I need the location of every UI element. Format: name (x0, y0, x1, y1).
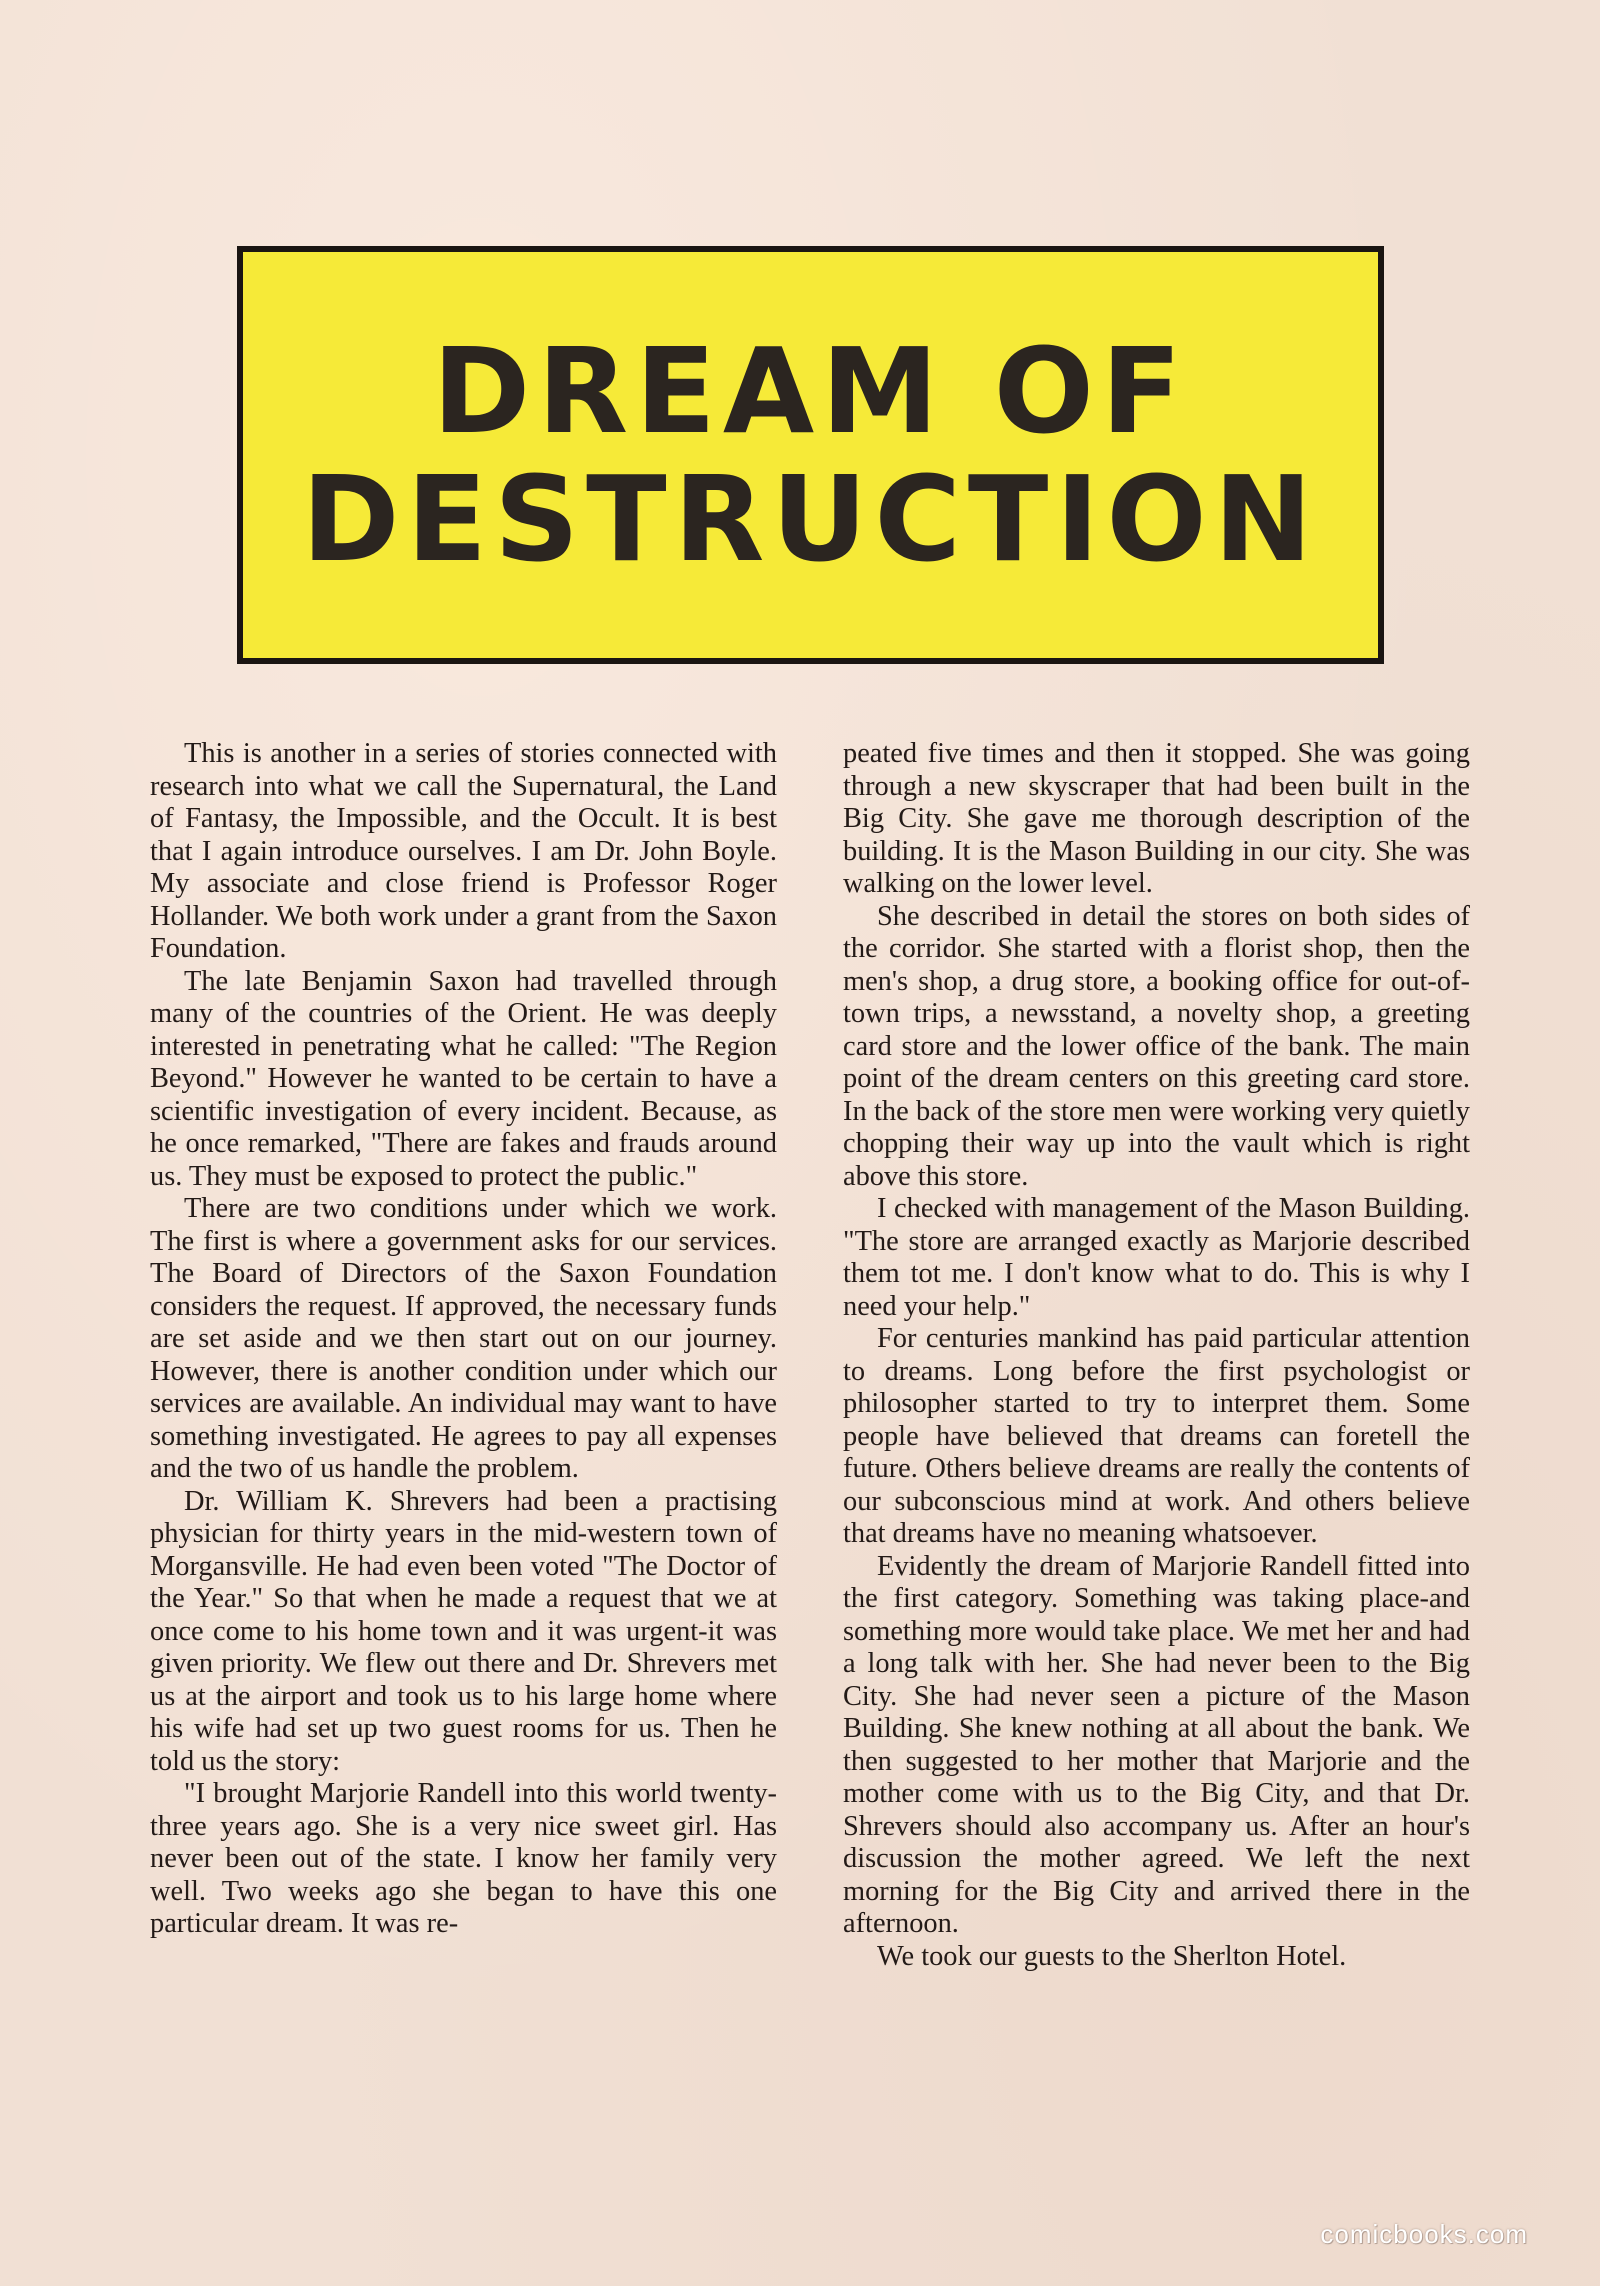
paragraph: Dr. William K. Shrevers had been a practising physician for thirty years in the mid-western town of Morgansville. He had even been voted "The Doctor of the Year." So that when he made a request that we at once come to his home town and it was urgent-it was given priority. We flew out there and Dr. Shrevers met us at the airport and took us to his large home where his wife had set up two guest rooms for us. Then he told us the story: (150, 1485, 777, 1777)
paragraph: She described in detail the stores on both sides of the corridor. She started with a florist shop, then the men's shop, a drug store, a booking office for out-of-town trips, a newsstand, a novelty shop, a greeting card store and the lower office of the bank. The main point of the dream centers on this greeting card store. In the back of the store men were working very quietly chopping their way up into the vault which is right above this store. (843, 900, 1470, 1192)
title-box (237, 246, 1384, 664)
paragraph-continued: peated five times and then it stopped. She was going through a new skyscraper that had been built in the Big City. She gave me thorough description of the building. It is the Mason Building in our city. She was walking on the lower level. (843, 738, 1470, 899)
right-column (843, 738, 1470, 2138)
paragraph: We took our guests to the Sherlton Hotel. (877, 1940, 1347, 1972)
paragraph: This is another in a series of stories connected with research into what we call the Supernatural, the Land of Fantasy, the Impossible, and the Occult. It is best that I again introduce ourselves. I am Dr. John Boyle. My associate and close friend is Professor Roger Hollander. We both work under a grant from the Saxon Foundation. (150, 738, 777, 964)
paragraph: Evidently the dream of Marjorie Randell fitted into the first category. Something was taking place-and something more would take place. We met her and had a long talk with her. She had never been to the Big City. She had never seen a picture of the Mason Building. She knew nothing at all about the bank. We then suggested to her mother that Marjorie and the mother come with us to the Big City, and that Dr. Shrevers should also accompany us. After an hour's discussion the mother agreed. We left the next morning for the Big City and arrived there in the afternoon. (843, 1550, 1470, 1939)
title-line-1: DREAM OF (432, 322, 1189, 460)
paragraph: The late Benjamin Saxon had travelled through many of the countries of the Orient. He was deeply interested in penetrating what he called: "The Region Beyond." However he wanted to be certain to have a scientific investigation of every incident. Because, as he once remarked, "There are fakes and frauds around us. They must be exposed to protect the public." (150, 965, 777, 1192)
paragraph: "I brought Marjorie Randell into this world twenty-three years ago. She is a very nice sweet girl. Has never been out of the state. I know her family very well. Two weeks ago she began to have this one particular dream. It was re- (150, 1778, 777, 1939)
watermark: comicbooks.com (1320, 2219, 1528, 2249)
paragraph: I checked with management of the Mason Building. "The store are arranged exactly as Marjorie described them tot me. I don't know what to do. This is why I need your help." (843, 1193, 1470, 1322)
paragraph: There are two conditions under which we work. The first is where a government asks for our services. The Board of Directors of the Saxon Foundation considers the request. If approved, the necessary funds are set aside and we then start out on our journey. However, there is another condition under which our services are available. An individual may want to have something investigated. He agrees to pay all expenses and the two of us handle the problem. (150, 1193, 777, 1484)
paragraph: For centuries mankind has paid particular attention to dreams. Long before the first psychologist or philosopher started to try to interpret them. Some people have believed that dreams can foretell the future. Others believe dreams are really the contents of our subconscious mind at work. And others believe that dreams have no meaning whatsoever. (843, 1323, 1470, 1549)
title-line-2: DESTRUCTION (301, 450, 1320, 588)
left-column (150, 738, 777, 2138)
